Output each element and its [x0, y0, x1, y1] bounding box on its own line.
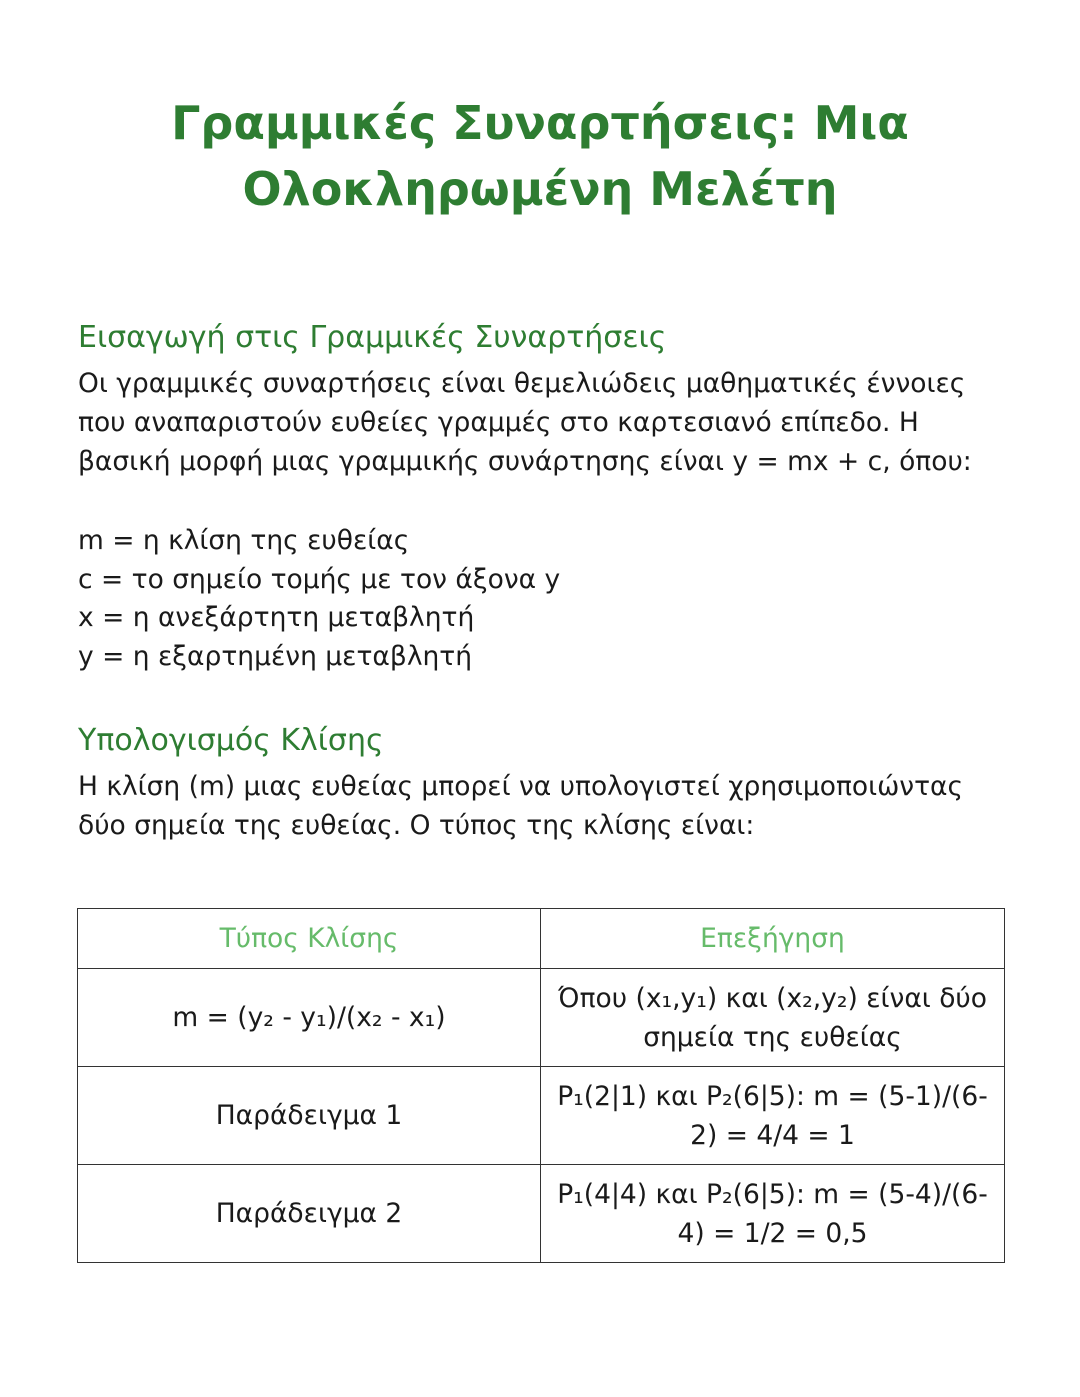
table-cell: m = (y₂ - y₁)/(x₂ - x₁) [78, 969, 541, 1067]
slope-section [78, 721, 1008, 845]
table-cell: Όπου (x₁,y₁) και (x₂,y₂) είναι δύο σημεία της ευθείας [541, 969, 1005, 1067]
definition-item: y = η εξαρτημένη μεταβλητή [78, 640, 473, 672]
table-cell: P₁(4|4) και P₂(6|5): m = (5-4)/(6-4) = 1/2 = 0,5 [541, 1165, 1005, 1263]
definition-item: m = η κλίση της ευθείας [78, 525, 410, 556]
definitions-list [78, 522, 978, 676]
definition-item: c = το σημείο τομής με τον άξονα y [78, 563, 561, 595]
column-header-formula: Τύπος Κλίσης [78, 909, 541, 969]
definition-item: x = η ανεξάρτητη μεταβλητή [78, 602, 475, 633]
table-row [78, 1067, 1005, 1165]
slope-heading: Υπολογισμός Κλίσης [78, 723, 384, 758]
intro-heading: Εισαγωγή στις Γραμμικές Συναρτήσεις [78, 320, 667, 355]
table-cell: P₁(2|1) και P₂(6|5): m = (5-1)/(6-2) = 4/4 = 1 [541, 1067, 1005, 1165]
table-row [78, 1165, 1005, 1263]
page-title: Γραμμικές Συναρτήσεις: Μια Ολοκληρωμένη Μελέτη [171, 96, 909, 216]
table-cell: Παράδειγμα 2 [78, 1165, 541, 1263]
slope-paragraph: Η κλίση (m) μιας ευθείας μπορεί να υπολογιστεί χρησιμοποιώντας δύο σημεία της ευθείας. Ο τύπος της κλίσης είναι: [78, 771, 964, 841]
table-header-row [78, 909, 1005, 969]
slope-table [77, 908, 1005, 1263]
table-cell: Παράδειγμα 1 [78, 1067, 541, 1165]
table-row [78, 969, 1005, 1067]
intro-section [78, 318, 1008, 481]
column-header-explanation: Επεξήγηση [541, 909, 1005, 969]
intro-paragraph: Οι γραμμικές συναρτήσεις είναι θεμελιώδεις μαθηματικές έννοιες που αναπαριστούν ευθείες γραμμές στο καρτεσιανό επίπεδο. Η βασική μορφή μιας γραμμικής συνάρτησης είναι y = mx + c, όπου: [78, 368, 972, 477]
